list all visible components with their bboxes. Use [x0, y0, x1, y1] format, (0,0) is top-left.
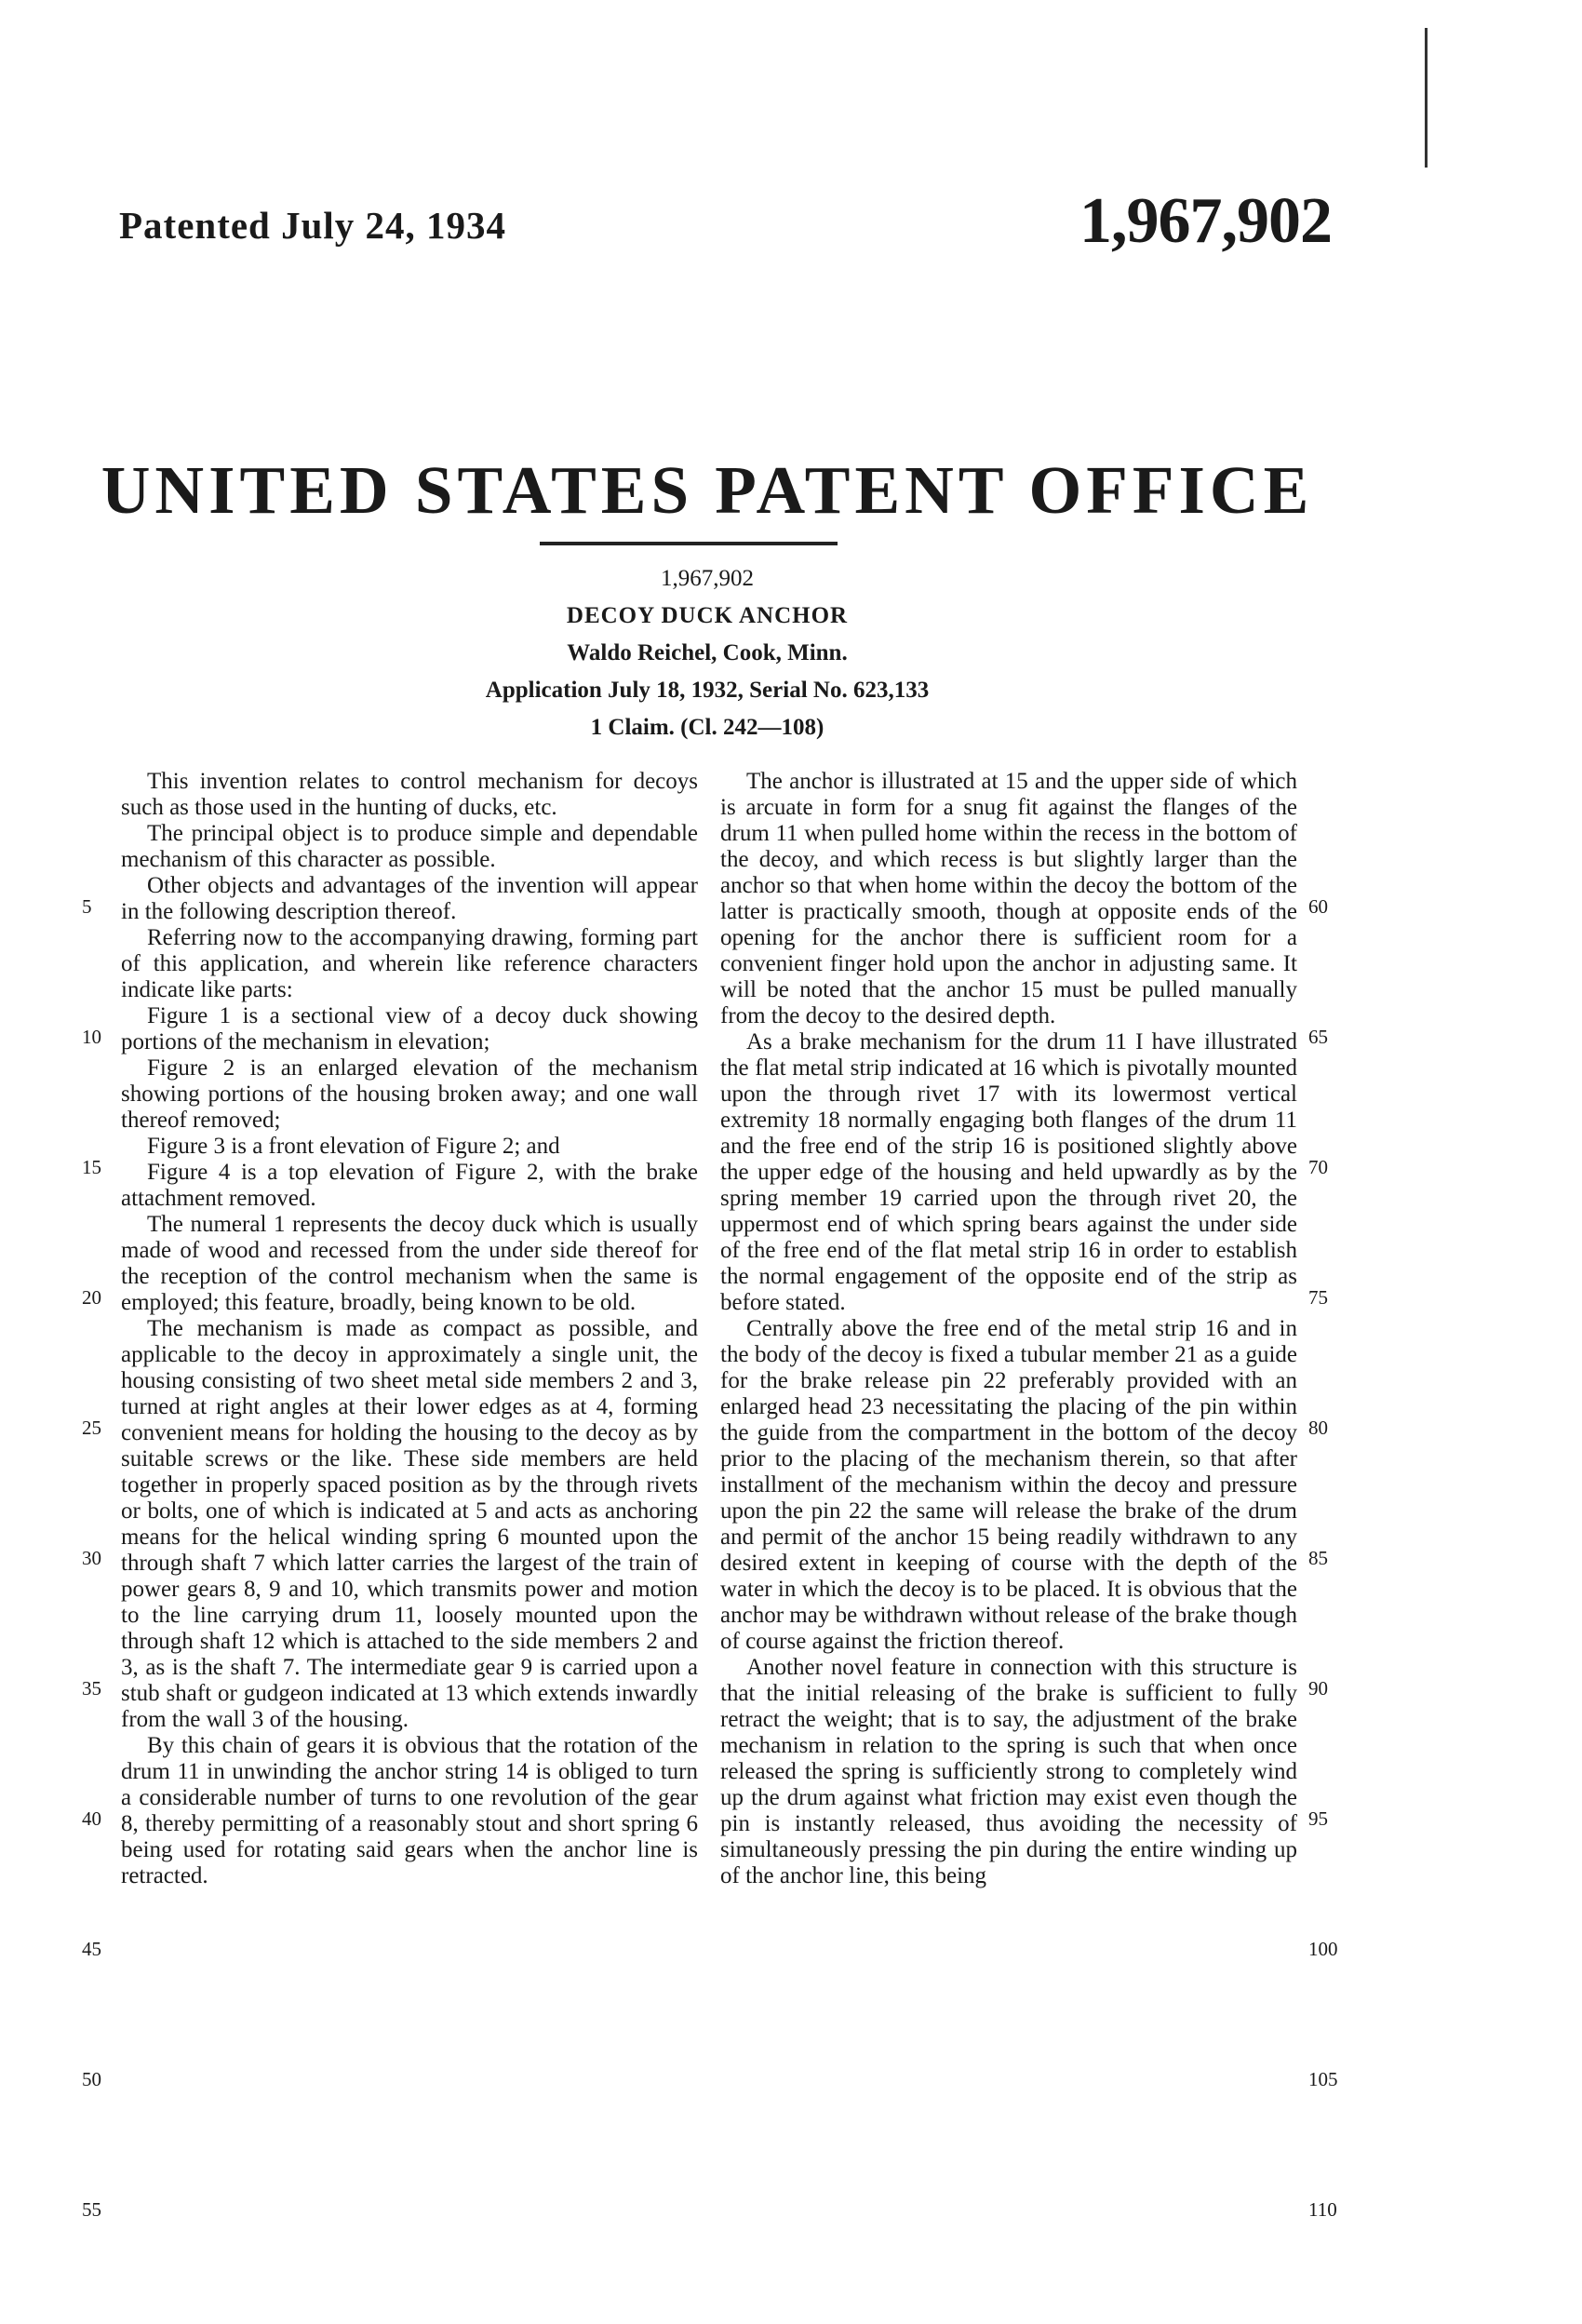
line-number: 50	[82, 2068, 101, 2090]
paragraph: This invention relates to control mechanism for decoys such as those used in the hunting of ducks, etc.	[121, 769, 698, 820]
paragraph: Figure 1 is a sectional view of a decoy duck showing portions of the mechanism in elevation;	[121, 1003, 698, 1055]
line-number: 85	[1308, 1547, 1328, 1569]
invention-title: DECOY DUCK ANCHOR	[566, 603, 849, 628]
line-number: 35	[82, 1677, 101, 1699]
line-number: 70	[1308, 1156, 1328, 1178]
line-number: 90	[1308, 1677, 1328, 1699]
patent-number-small: 1,967,902	[661, 566, 754, 591]
line-number: 95	[1308, 1807, 1328, 1830]
title-divider	[540, 542, 838, 545]
line-number: 30	[82, 1547, 101, 1569]
line-number: 60	[1308, 895, 1328, 918]
line-number: 10	[82, 1026, 101, 1048]
line-number: 5	[82, 895, 92, 918]
inventor: Waldo Reichel, Cook, Minn.	[567, 640, 848, 665]
paragraph: Figure 2 is an enlarged elevation of the mechanism showing portions of the housing broken away; and one wall thereof removed;	[121, 1055, 698, 1133]
line-number: 80	[1308, 1417, 1328, 1439]
paragraph: Figure 3 is a front elevation of Figure 2; and	[147, 1134, 560, 1159]
paragraph: Other objects and advantages of the invention will appear in the following description thereof.	[121, 873, 698, 924]
line-number: 55	[82, 2198, 101, 2221]
paragraph: The numeral 1 represents the decoy duck which is usually made of wood and recessed from the under side thereof for the reception of the control mechanism when the same is employed; this feature, broadly, being known to be old.	[121, 1212, 698, 1315]
application-info: Application July 18, 1932, Serial No. 623,133	[485, 678, 930, 703]
line-number: 25	[82, 1417, 101, 1439]
paragraph: The principal object is to produce simple and dependable mechanism of this character as possible.	[121, 821, 698, 872]
line-number: 15	[82, 1156, 101, 1178]
patent-number: 1,967,902	[1079, 185, 1332, 257]
line-number: 65	[1308, 1026, 1328, 1048]
left-column	[121, 769, 698, 1889]
line-number: 105	[1308, 2068, 1338, 2090]
line-number: 20	[82, 1286, 101, 1309]
paragraph: Figure 4 is a top elevation of Figure 2, with the brake attachment removed.	[121, 1160, 698, 1211]
paragraph: Referring now to the accompanying drawing, forming part of this application, and wherein like reference characters indicate like parts:	[121, 925, 698, 1002]
claim-info: 1 Claim. (Cl. 242—108)	[590, 715, 825, 740]
paragraph: Another novel feature in connection with this structure is that the initial releasing of the brake is sufficient to fully retract the weight; that is to say, the adjustment of the brake mechanism in relation to the spring is such that when once released the spring is sufficiently strong to completely wind up the drum against what friction may exist even though the pin is instantly released, thus avoiding the necessity of simultaneously pressing the pin during the entire winding up of the anchor line, this being	[720, 1655, 1297, 1888]
paragraph: As a brake mechanism for the drum 11 I have illustrated the flat metal strip indicated at 16 which is pivotally mounted upon the through rivet 17 with its lowermost vertical extremity 18 normally engaging both flanges of the drum 11 and the free end of the strip 16 is positioned slightly above the upper edge of the housing and held upwardly as by the spring member 19 carried upon the through rivet 20, the uppermost end of which spring bears against the under side of the free end of the flat metal strip 16 in order to establish the normal engagement of the opposite end of the strip as before stated.	[720, 1029, 1297, 1315]
office-title: UNITED STATES PATENT OFFICE	[101, 452, 1314, 528]
line-number: 110	[1308, 2198, 1337, 2221]
paragraph: The anchor is illustrated at 15 and the upper side of which is arcuate in form for a snug fit against the flanges of the drum 11 when pulled home within the recess in the bottom of the decoy, and which recess is but slightly larger than the anchor so that when home within the decoy the bottom of the latter is practically smooth, though at opposite ends of the opening for the anchor there is sufficient room for a convenient finger hold upon the anchor in adjusting same. It will be noted that the anchor 15 must be pulled manually from the decoy to the desired depth.	[720, 769, 1297, 1028]
line-number: 100	[1308, 1938, 1338, 1960]
page-edge-rule	[1425, 28, 1428, 168]
line-number: 45	[82, 1938, 101, 1960]
paragraph: By this chain of gears it is obvious that the rotation of the drum 11 in unwinding the anchor string 14 is obliged to turn a considerable number of turns to one revolution of the gear 8, thereby permitting of a reasonably stout and short spring 6 being used for rotating said gears when the anchor line is retracted.	[121, 1733, 698, 1888]
paragraph: Centrally above the free end of the metal strip 16 and in the body of the decoy is fixed a tubular member 21 as a guide for the brake release pin 22 preferably provided with an enlarged head 23 necessitating the placing of the pin within the guide from the compartment in the bottom of the decoy prior to the placing of the mechanism therein, so that after installment of the mechanism within the decoy and pressure upon the pin 22 the same will release the brake of the drum and permit of the anchor 15 being readily withdrawn to any desired extent in keeping of course with the depth of the water in which the decoy is to be placed. It is obvious that the anchor may be withdrawn without release of the brake though of course against the friction thereof.	[720, 1316, 1297, 1654]
right-column	[720, 769, 1297, 1889]
paragraph: The mechanism is made as compact as possible, and applicable to the decoy in approximately a single unit, the housing consisting of two sheet metal side members 2 and 3, turned at right angles at their lower edges as at 4, forming convenient means for holding the housing to the decoy as by suitable screws or the like. These side members are held together in properly spaced position as by the through rivets or bolts, one of which is indicated at 5 and acts as anchoring means for the helical winding spring 6 mounted upon the through shaft 7 which latter carries the largest of the train of power gears 8, 9 and 10, which transmits power and motion to the line carrying drum 11, loosely mounted upon the through shaft 12 which is attached to the side members 2 and 3, as is the shaft 7. The intermediate gear 9 is carried upon a stub shaft or gudgeon indicated at 13 which extends inwardly from the wall 3 of the housing.	[121, 1316, 698, 1732]
patented-date: Patented July 24, 1934	[119, 204, 507, 247]
line-number: 75	[1308, 1286, 1328, 1309]
line-number: 40	[82, 1807, 101, 1830]
